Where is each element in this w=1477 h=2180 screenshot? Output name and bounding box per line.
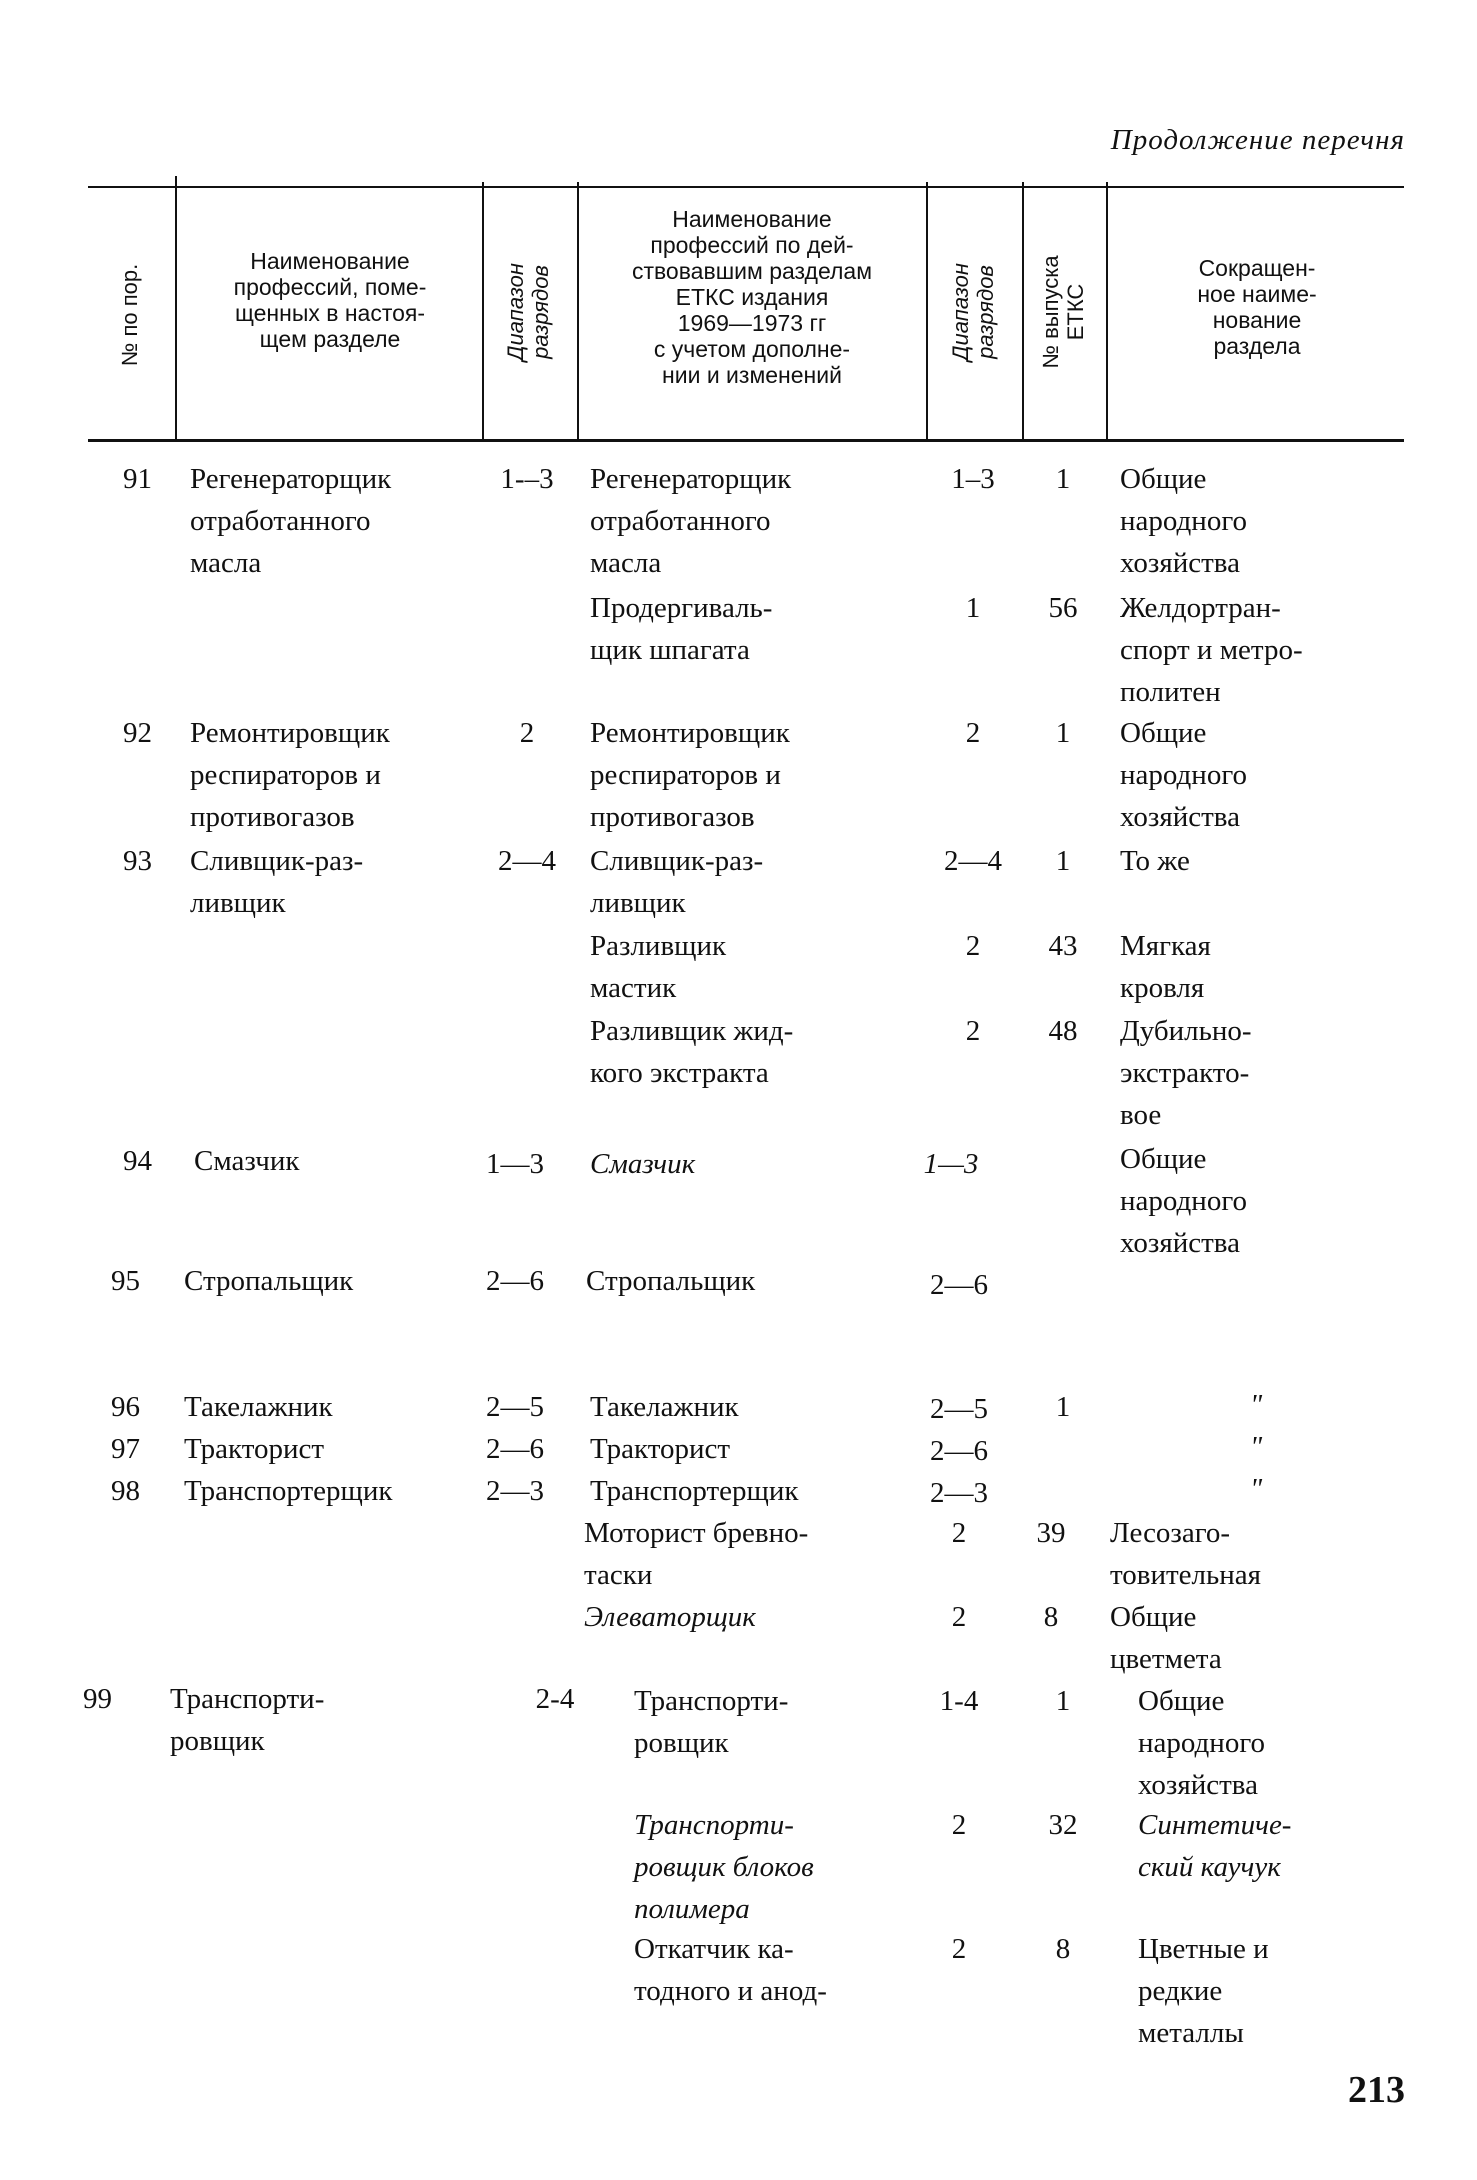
continuation-caption: Продолжение перечня: [1110, 124, 1405, 156]
column-divider: [1022, 182, 1024, 440]
etks-issue: 43: [1048, 930, 1078, 962]
etks-issue: 1: [1055, 463, 1071, 495]
section-name: Общие цветмета: [1110, 1601, 1222, 1675]
header-etks-issue: № выпуска ЕТКС: [1038, 255, 1088, 369]
row-number: 93: [123, 845, 152, 877]
section-name: Общие народного хозяйства: [1138, 1685, 1266, 1801]
previous-grade-range: 2: [965, 717, 981, 749]
section-name: То же: [1120, 845, 1190, 877]
row-number: 95: [111, 1265, 140, 1297]
column-divider: [926, 182, 928, 440]
previous-profession-name: Регенераторщик отработанного масла: [590, 463, 792, 579]
previous-profession-name: Моторист бревно- таски: [584, 1517, 809, 1591]
section-name: Синтетиче- ский каучук: [1138, 1809, 1292, 1883]
previous-profession-name: Разливщик жид- кого экстракта: [590, 1015, 794, 1089]
column-divider: [175, 176, 177, 440]
profession-name: Транспортерщик: [184, 1475, 393, 1507]
row-number: 99: [83, 1683, 112, 1715]
section-name: Цветные и редкие металлы: [1138, 1933, 1269, 2049]
profession-name: Такелажник: [184, 1391, 333, 1423]
previous-profession-name: Тракторист: [590, 1433, 731, 1465]
grade-range: 1—3: [486, 1148, 544, 1180]
section-name: Общие народного хозяйства: [1120, 1143, 1248, 1259]
previous-profession-name: Сливщик-раз- ливщик: [590, 845, 764, 919]
row-number: 96: [111, 1391, 140, 1423]
grade-range: 1-–3: [500, 463, 554, 495]
row-number: 97: [111, 1433, 140, 1465]
row-number: 91: [123, 463, 152, 495]
profession-name: Транспорти- ровщик: [170, 1683, 325, 1757]
previous-grade-range: 1—3: [923, 1148, 979, 1180]
etks-issue: 1: [1055, 1685, 1071, 1717]
header-profession-name: Наименование профессий, поме- щенных в настоя- щем разделе: [233, 248, 427, 352]
previous-profession-name: Транспортерщик: [590, 1475, 799, 1507]
grade-range: 2—6: [486, 1265, 544, 1297]
ditto-mark: ": [1250, 1389, 1263, 1421]
table-top-rule: [88, 186, 1404, 188]
previous-grade-range: 2: [965, 1015, 981, 1047]
table-header-bottom-rule: [88, 439, 1404, 442]
previous-grade-range: 2—6: [930, 1435, 988, 1467]
etks-issue: 1: [1055, 717, 1071, 749]
previous-profession-name: Смазчик: [590, 1148, 696, 1180]
section-name: Дубильно- экстракто- вое: [1120, 1015, 1252, 1131]
etks-issue: 1: [1055, 845, 1071, 877]
previous-profession-name: Продергиваль- щик шпагата: [590, 592, 773, 666]
etks-issue: 39: [1036, 1517, 1066, 1549]
previous-grade-range: 2: [951, 1601, 967, 1633]
previous-profession-name: Стропальщик: [586, 1265, 756, 1297]
previous-grade-range: 2—3: [930, 1477, 988, 1509]
profession-name: Смазчик: [194, 1145, 300, 1177]
previous-grade-range: 2—4: [944, 845, 1002, 877]
previous-grade-range: 1–3: [951, 463, 995, 495]
etks-issue: 8: [1043, 1601, 1059, 1633]
column-divider: [482, 182, 484, 440]
header-grade-range: Диапазон разрядов: [503, 263, 553, 361]
section-name: Мягкая кровля: [1120, 930, 1211, 1004]
header-section-name: Сокращен- ное наиме- нование раздела: [1197, 255, 1317, 359]
previous-grade-range: 2: [951, 1809, 967, 1841]
etks-issue: 48: [1048, 1015, 1078, 1047]
row-number: 98: [111, 1475, 140, 1507]
etks-issue: 8: [1055, 1933, 1071, 1965]
header-row-number: № по пор.: [117, 263, 142, 367]
header-previous-grade-range: Диапазон разрядов: [948, 263, 998, 361]
etks-issue: 32: [1048, 1809, 1078, 1841]
profession-name: Сливщик-раз- ливщик: [190, 845, 364, 919]
previous-grade-range: 2: [965, 930, 981, 962]
grade-range: 2—5: [486, 1391, 544, 1423]
previous-grade-range: 2: [951, 1517, 967, 1549]
row-number: 94: [123, 1145, 152, 1177]
previous-grade-range: 2—6: [930, 1269, 988, 1301]
etks-issue: 1: [1055, 1391, 1071, 1423]
previous-profession-name: Ремонтировщик респираторов и противогазов: [590, 717, 790, 833]
grade-range: 2—6: [486, 1433, 544, 1465]
previous-profession-name: Транспорти- ровщик: [634, 1685, 789, 1759]
previous-profession-name: Элеваторщик: [584, 1601, 756, 1633]
grade-range: 2—4: [498, 845, 556, 877]
previous-grade-range: 1: [965, 592, 981, 624]
section-name: Общие народного хозяйства: [1120, 463, 1248, 579]
etks-issue: 56: [1048, 592, 1078, 624]
column-divider: [1106, 182, 1108, 440]
grade-range: 2—3: [486, 1475, 544, 1507]
grade-range: 2: [519, 717, 535, 749]
profession-name: Тракторист: [184, 1433, 325, 1465]
ditto-mark: ": [1250, 1473, 1263, 1505]
section-name: Лесозаго- товительная: [1110, 1517, 1261, 1591]
profession-name: Регенераторщик отработанного масла: [190, 463, 392, 579]
row-number: 92: [123, 717, 152, 749]
section-name: Общие народного хозяйства: [1120, 717, 1248, 833]
grade-range: 2-4: [535, 1683, 575, 1715]
profession-name: Ремонтировщик респираторов и противогазов: [190, 717, 390, 833]
column-divider: [577, 182, 579, 440]
page-number: 213: [1348, 2069, 1405, 2111]
previous-grade-range: 1-4: [939, 1685, 979, 1717]
previous-grade-range: 2—5: [930, 1393, 988, 1425]
previous-profession-name: Такелажник: [590, 1391, 739, 1423]
section-name: Желдортран- спорт и метро- политен: [1120, 592, 1303, 708]
previous-grade-range: 2: [951, 1933, 967, 1965]
previous-profession-name: Разливщик мастик: [590, 930, 727, 1004]
ditto-mark: ": [1250, 1431, 1263, 1463]
previous-profession-name: Откатчик ка- тодного и анод-: [634, 1933, 827, 2007]
previous-profession-name: Транспорти- ровщик блоков полимера: [634, 1809, 814, 1925]
header-previous-profession-name: Наименование профессий по дей- ствовавшим разделам ЕТКС издания 1969—1973 гг с учетом дополне- нии и изменений: [631, 206, 873, 388]
profession-name: Стропальщик: [184, 1265, 354, 1297]
